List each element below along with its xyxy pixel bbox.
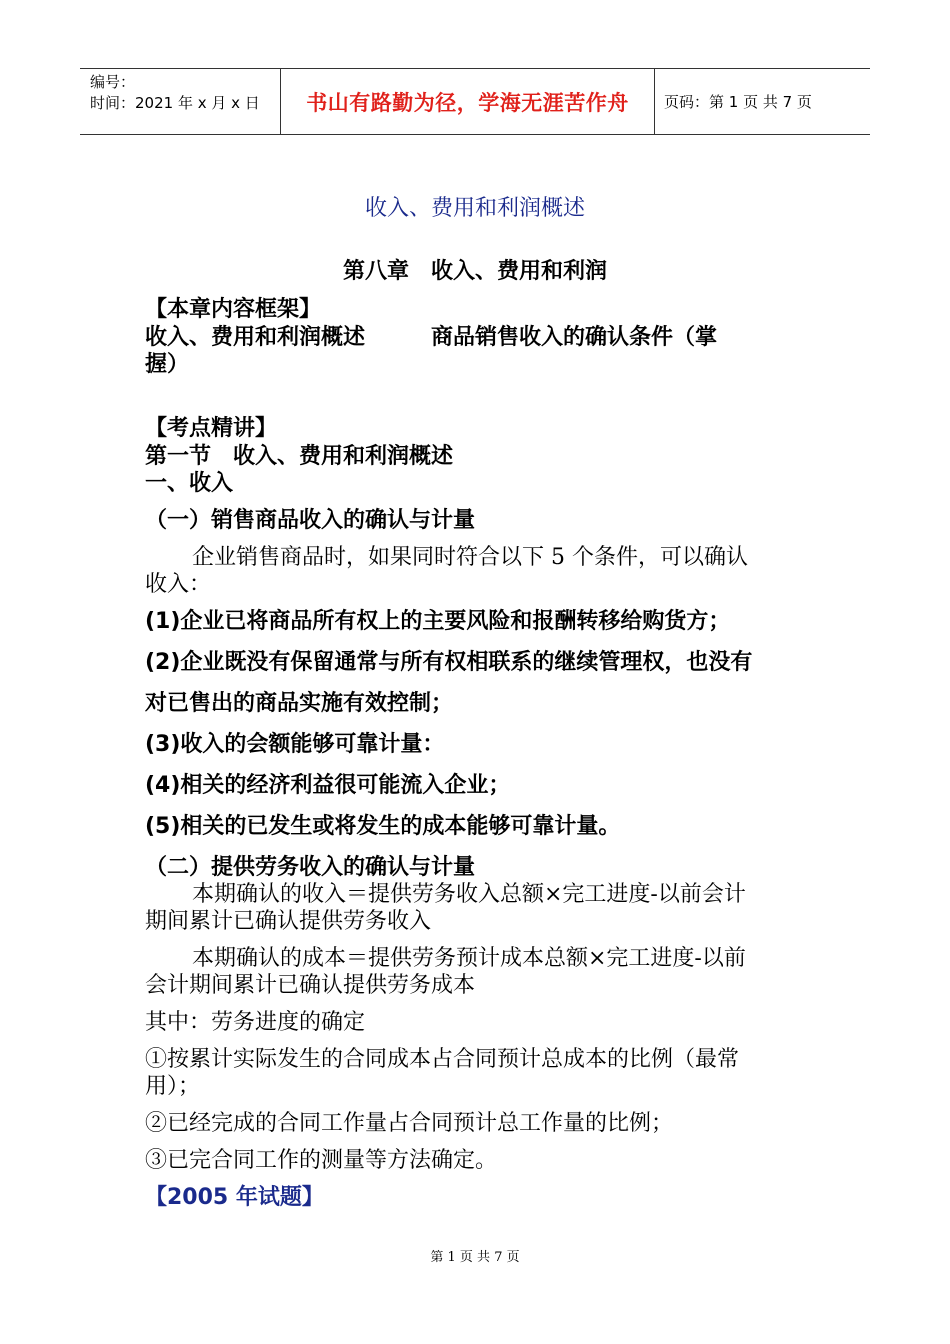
condition-item: 对已售出的商品实施有效控制；	[145, 691, 454, 716]
condition-item: (5)相关的已发生或将发生的成本能够可靠计量。	[145, 814, 621, 839]
document-title: 收入、费用和利润概述	[364, 196, 585, 221]
progress-intro: 其中：劳务进度的确定	[145, 1010, 366, 1035]
number-label: 编号：	[90, 73, 136, 91]
header-page-info: 页码：第 1 页 共 7 页	[664, 93, 812, 111]
paragraph-line: 收入：	[145, 572, 212, 597]
exam-year-heading: 【2005 年试题】	[145, 1185, 324, 1210]
section-heading: 第一节 收入、费用和利润概述	[145, 444, 454, 469]
progress-item: ①按累计实际发生的合同成本占合同预计总成本的比例（最常	[145, 1047, 740, 1072]
formula-line: 期间累计已确认提供劳务收入	[145, 909, 432, 934]
framework-heading: 【本章内容框架】	[145, 297, 322, 322]
header-table	[80, 68, 870, 135]
progress-item: ③已完合同工作的测量等方法确定。	[145, 1148, 498, 1173]
paragraph-line: 企业销售商品时，如果同时符合以下 5 个条件，可以确认	[192, 545, 748, 570]
formula-line: 本期确认的收入＝提供劳务收入总额×完工进度-以前会计	[192, 882, 746, 907]
page-footer: 第 1 页 共 7 页	[430, 1250, 520, 1265]
framework-line: 收入、费用和利润概述 商品销售收入的确认条件（掌	[145, 325, 718, 350]
formula-line: 会计期间累计已确认提供劳务成本	[145, 973, 476, 998]
progress-item: 用）；	[145, 1074, 201, 1099]
chapter-title: 第八章 收入、费用和利润	[342, 259, 607, 284]
condition-item: (1)企业已将商品所有权上的主要风险和报酬转移给购货方；	[145, 609, 731, 634]
exam-heading: 【考点精讲】	[145, 416, 278, 441]
framework-line: 握）	[145, 352, 190, 377]
condition-item: (3)收入的会额能够可靠计量：	[145, 732, 445, 757]
subsection-heading: （二）提供劳务收入的确认与计量	[145, 855, 476, 880]
condition-item: (2)企业既没有保留通常与所有权相联系的继续管理权，也没有	[145, 650, 753, 675]
subsection-heading: （一）销售商品收入的确认与计量	[145, 508, 476, 533]
header-meta	[80, 69, 281, 134]
time-label: 时间：2021 年 x 月 x 日	[90, 94, 260, 112]
condition-item: (4)相关的经济利益很可能流入企业；	[145, 773, 511, 798]
header-motto: 书山有路勤为径，学海无涯苦作舟	[281, 69, 655, 134]
progress-item: ②已经完成的合同工作量占合同预计总工作量的比例；	[145, 1111, 674, 1136]
formula-line: 本期确认的成本＝提供劳务预计成本总额×完工进度-以前	[192, 946, 746, 971]
part-heading: 一、收入	[145, 471, 234, 496]
